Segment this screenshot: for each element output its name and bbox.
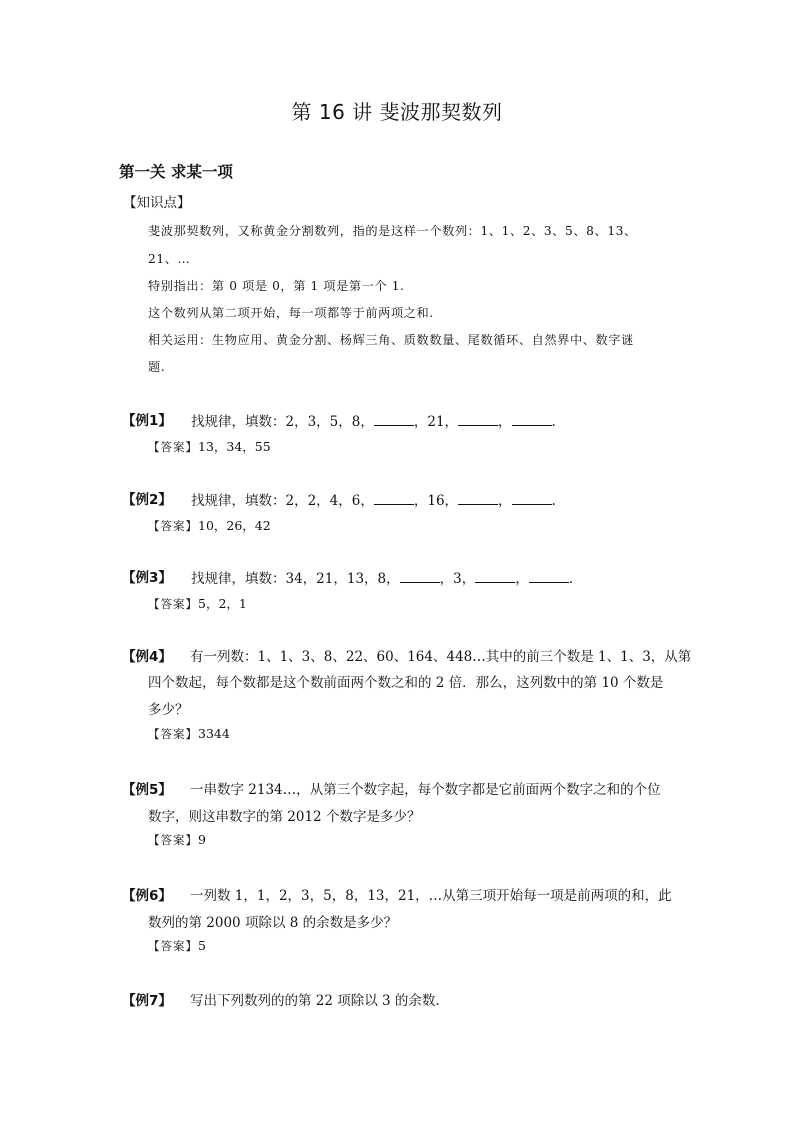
answer-label: 【答案】 <box>148 833 198 847</box>
example-question: 找规律，填数：2，2，4，6， ，16， ， . <box>191 493 556 509</box>
answer-label: 【答案】 <box>148 440 198 454</box>
knowledge-line: 这个数列从第二项开始，每一项都等于前两项之和. <box>148 306 434 320</box>
answer-line <box>148 832 206 848</box>
knowledge-line: 题. <box>148 360 166 374</box>
answer-value: 13，34，55 <box>198 439 271 454</box>
example-question-line: 有一列数：1、1、3、8、22、60、164、448…其中的前三个数是 1、1、3，从第 <box>190 649 692 665</box>
answer-blank[interactable] <box>529 570 569 583</box>
page-title: 第 16 讲 斐波那契数列 <box>291 100 503 124</box>
answer-line <box>148 594 247 612</box>
answer-line <box>148 726 230 742</box>
example-tag: 【例2】 <box>122 492 172 508</box>
example-question-line: 数列的第 2000 项除以 8 的余数是多少？ <box>148 915 398 931</box>
example-tag: 【例1】 <box>122 413 172 429</box>
answer-line <box>148 938 206 954</box>
example-question-line: 数字，则这串数字的第 2012 个数字是多少？ <box>148 809 421 825</box>
example-question: 找规律，填数：2，3，5，8， ，21， ， . <box>191 414 556 430</box>
answer-value: 5 <box>198 938 206 953</box>
answer-blank[interactable] <box>458 492 498 505</box>
example-tag: 【例7】 <box>122 993 172 1009</box>
section-heading: 第一关 求某一项 <box>119 163 233 181</box>
answer-value: 5，2，1 <box>198 596 247 611</box>
answer-label: 【答案】 <box>148 939 198 953</box>
answer-label: 【答案】 <box>148 727 198 741</box>
example-tag: 【例5】 <box>122 782 172 798</box>
example-question-line: 一串数字 2134…，从第三个数字起，每个数字都是它前面两个数字之和的个位 <box>190 782 661 798</box>
answer-blank[interactable] <box>458 413 498 426</box>
knowledge-heading: 【知识点】 <box>123 195 191 211</box>
example-tag: 【例6】 <box>122 888 172 904</box>
answer-value: 9 <box>198 832 206 847</box>
answer-blank[interactable] <box>374 413 414 426</box>
knowledge-line: 特别指出：第 0 项是 0，第 1 项是第一个 1. <box>148 279 405 293</box>
knowledge-line: 相关运用：生物应用、黄金分割、杨辉三角、质数数量、尾数循环、自然界中、数字谜 <box>148 333 634 347</box>
example-question-line: 写出下列数列的的第 22 项除以 3 的余数. <box>190 993 440 1009</box>
example-question-line: 多少？ <box>148 702 189 718</box>
answer-blank[interactable] <box>512 413 552 426</box>
answer-label: 【答案】 <box>148 519 198 533</box>
answer-value: 10，26，42 <box>198 518 271 533</box>
answer-blank[interactable] <box>512 492 552 505</box>
answer-blank[interactable] <box>400 570 440 583</box>
example-tag: 【例4】 <box>122 649 172 665</box>
example-tag: 【例3】 <box>122 570 172 586</box>
example-question-line: 一列数 1，1，2，3，5，8，13，21，…从第三项开始每一项是前两项的和，此 <box>190 888 672 904</box>
answer-blank[interactable] <box>374 492 414 505</box>
example-question-line: 四个数起，每个数都是这个数前面两个数之和的 2 倍．那么，这列数中的第 10 个数是 <box>148 675 664 691</box>
knowledge-line: 斐波那契数列，又称黄金分割数列，指的是这样一个数列：1、1、2、3、5、8、13、 <box>148 224 637 238</box>
answer-line <box>148 516 271 534</box>
answer-blank[interactable] <box>475 570 515 583</box>
knowledge-line: 21、… <box>148 252 191 266</box>
example-question: 找规律，填数：34，21，13，8， ，3， ， . <box>191 571 574 587</box>
answer-value: 3344 <box>198 726 230 741</box>
answer-label: 【答案】 <box>148 597 198 611</box>
answer-line <box>148 437 271 455</box>
